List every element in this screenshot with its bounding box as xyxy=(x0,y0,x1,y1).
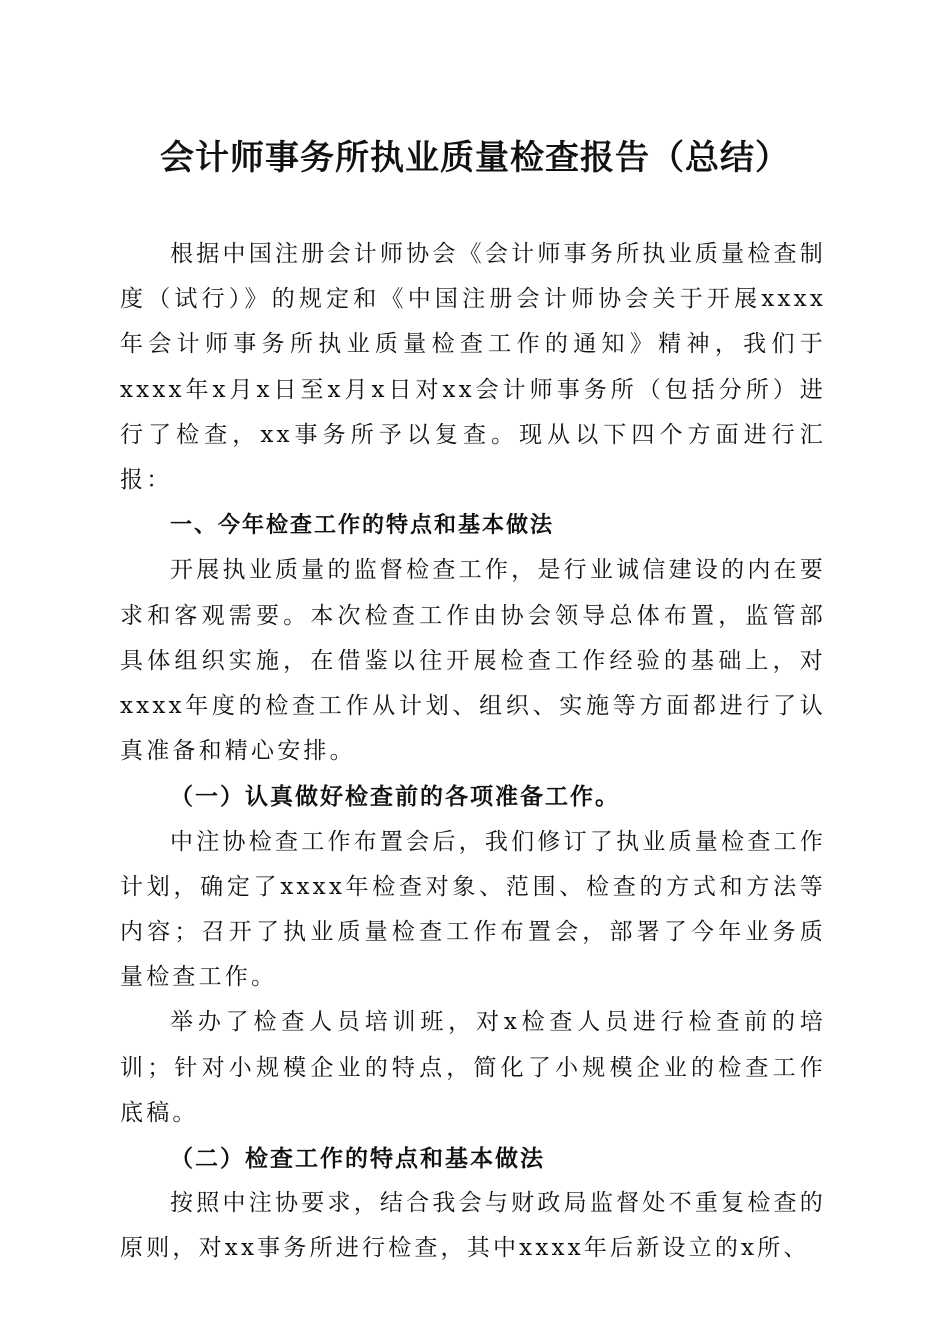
paragraph-intro: 根据中国注册会计师协会《会计师事务所执业质量检查制度（试行）》的规定和《中国注册会计师协会关于开展xxxx年会计师事务所执业质量检查工作的通知》精神，我们于xxxx年x月x日至x月x日对xx会计师事务所（包括分所）进行了检查，xx事务所予以复查。现从以下四个方面进行汇报： xyxy=(120,241,826,494)
paragraph-inspection: 按照中注协要求，结合我会与财政局监督处不重复检查的原则，对xx事务所进行检查，其中xxxx年后新设立的x所、 xyxy=(120,1190,826,1262)
subsection-heading-2: （二）检查工作的特点和基本做法 xyxy=(170,1145,545,1173)
section-heading-1: 一、今年检查工作的特点和基本做法 xyxy=(170,513,555,539)
paragraph-training: 举办了检查人员培训班，对x检查人员进行检查前的培训；针对小规模企业的特点，简化了小规模企业的检查工作底稿。 xyxy=(120,1009,826,1126)
paragraph-preparation: 中注协检查工作布置会后，我们修订了执业质量检查工作计划，确定了xxxx年检查对象、范围、检查的方式和方法等内容；召开了执业质量检查工作布置会，部署了今年业务质量检查工作。 xyxy=(120,828,826,991)
subsection-heading-1: （一）认真做好检查前的各项准备工作。 xyxy=(170,783,620,811)
document-body xyxy=(120,232,826,1272)
document-title: 会计师事务所执业质量检查报告（总结） xyxy=(160,138,790,178)
paragraph-section-1: 开展执业质量的监督检查工作，是行业诚信建设的内在要求和客观需要。本次检查工作由协会领导总体布置，监管部具体组织实施，在借鉴以往开展检查工作经验的基础上，对xxxx年度的检查工作从计划、组织、实施等方面都进行了认真准备和精心安排。 xyxy=(120,557,826,765)
